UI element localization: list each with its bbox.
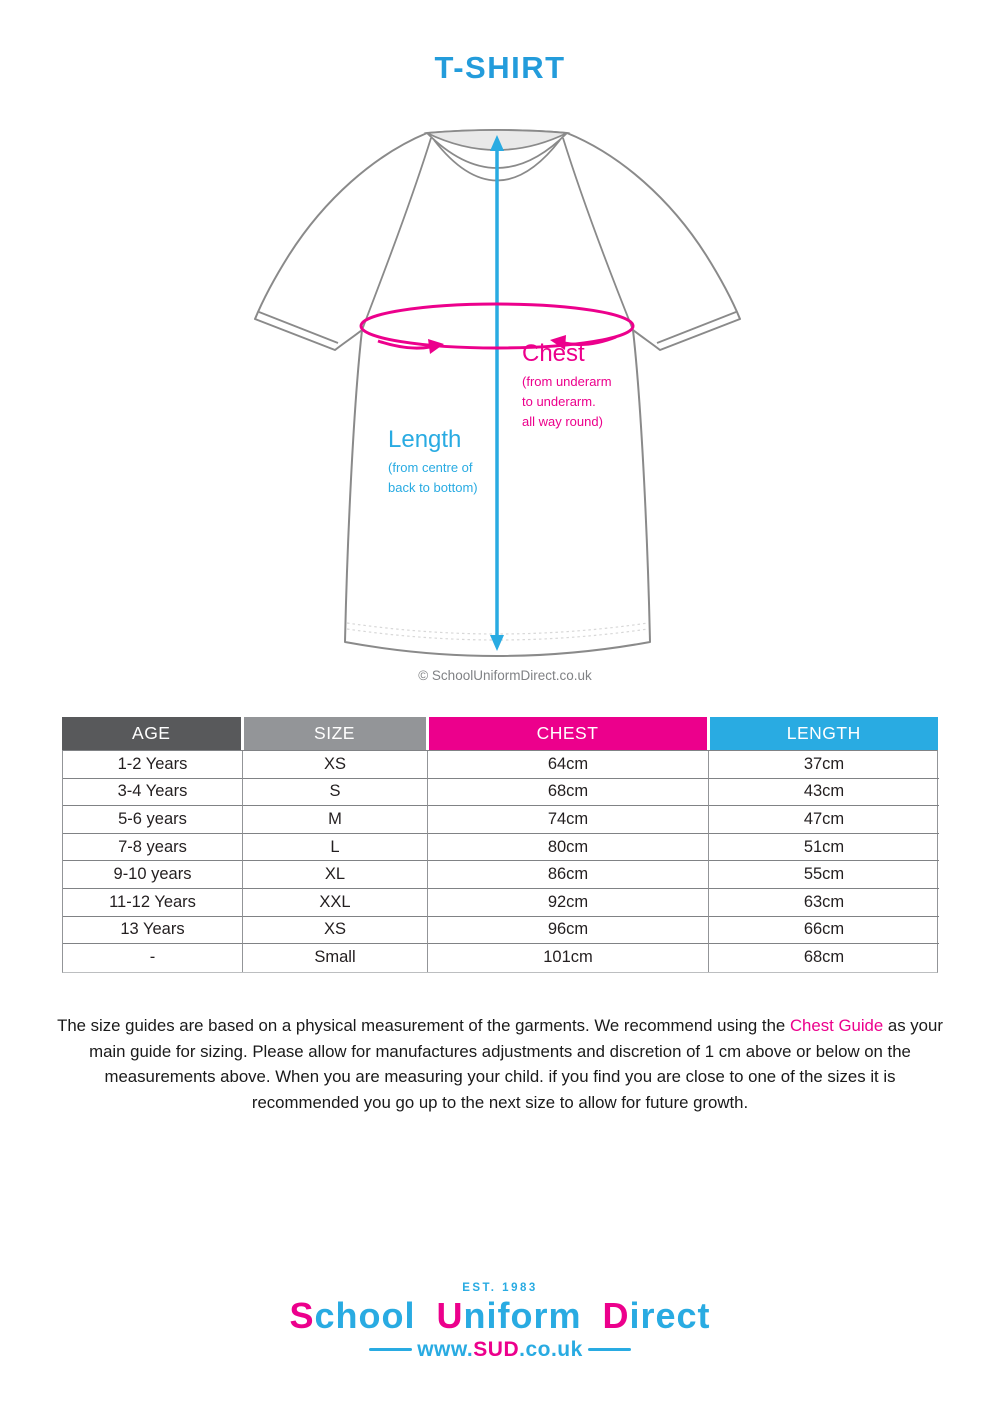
table-cell: 68cm	[428, 779, 709, 807]
brand-name	[0, 1296, 1000, 1336]
tshirt-diagram	[250, 110, 750, 670]
est-year-text: EST. 1983	[462, 1282, 538, 1294]
brand-name-segment	[581, 1295, 602, 1336]
table-cell: 3-4 Years	[63, 779, 243, 807]
brand-name-segment: irect	[629, 1295, 711, 1336]
table-cell: XL	[243, 861, 428, 889]
url-dash-left	[369, 1348, 412, 1351]
table-cell: 68cm	[803, 948, 845, 967]
brand-name-segment: D	[602, 1295, 630, 1336]
chest-sub-line: to underarm.	[522, 394, 596, 409]
table-cell: 5-6 years	[63, 806, 243, 834]
table-cell: 47cm	[709, 806, 939, 834]
brand-url-line	[0, 1338, 1000, 1362]
brand-url-segment: SUD	[473, 1337, 520, 1361]
chest-label-sub	[522, 372, 612, 432]
table-cell: 101cm	[428, 944, 709, 972]
table-cell: 7-8 years	[63, 834, 243, 862]
table-cell: 43cm	[709, 779, 939, 807]
brand-name-segment	[415, 1295, 436, 1336]
note-text: The size guides are based on a physical measurement of the garments. We recommend using the	[57, 1016, 790, 1035]
note-highlight: Chest Guide	[789, 1016, 884, 1035]
length-sub-line: (from centre of	[388, 460, 473, 475]
copyright-text: © SchoolUniformDirect.co.uk	[418, 668, 592, 683]
table-cell: 1-2 Years	[63, 751, 243, 779]
tshirt-illustration	[250, 110, 750, 670]
chest-label-title: Chest	[522, 340, 585, 367]
length-sub-line: back to bottom)	[388, 480, 478, 495]
table-cell: 11-12 Years	[63, 889, 243, 917]
size-note	[55, 1013, 945, 1115]
table-cell: 55cm	[709, 861, 939, 889]
size-table-body	[62, 750, 938, 973]
column-header-chest	[427, 717, 708, 750]
note-text: as your main guide for sizing. Please allow for manufactures adjustments and discretion of 1 cm above or below on the measurements above. When you are measuring your child. if you find you are close to one of the sizes it is recommended you go up to the next size to allow for future growth.	[89, 1016, 943, 1112]
table-cell: 86cm	[428, 861, 709, 889]
url-dash-right	[588, 1348, 631, 1351]
table-cell: 63cm	[709, 889, 939, 917]
table-cell: XS	[243, 751, 428, 779]
brand-name-segment: S	[289, 1295, 315, 1336]
table-cell: 51cm	[709, 834, 939, 862]
table-cell: Small	[243, 944, 428, 972]
column-header-size	[242, 717, 427, 750]
table-cell: -	[63, 944, 243, 972]
size-table	[62, 717, 938, 973]
table-cell: 37cm	[709, 751, 939, 779]
table-cell: 64cm	[428, 751, 709, 779]
chest-measure-label	[522, 342, 612, 432]
length-label-sub	[388, 458, 478, 498]
table-cell: 74cm	[428, 806, 709, 834]
brand-url	[417, 1338, 583, 1362]
table-cell: 92cm	[428, 889, 709, 917]
table-cell: XXL	[243, 889, 428, 917]
size-table-header	[62, 717, 938, 750]
table-cell: M	[243, 806, 428, 834]
page-title: T-SHIRT	[434, 50, 566, 85]
table-cell: 66cm	[709, 917, 939, 945]
column-header-label: CHEST	[429, 717, 707, 750]
table-cell: 80cm	[428, 834, 709, 862]
column-header-label: AGE	[62, 717, 241, 750]
column-header-label: LENGTH	[710, 717, 939, 750]
length-measure-label	[388, 428, 478, 498]
brand-name-segment: chool	[314, 1295, 416, 1336]
brand-name-segment: niform	[463, 1295, 582, 1336]
table-cell: S	[243, 779, 428, 807]
table-cell: 9-10 years	[63, 861, 243, 889]
column-header-length	[708, 717, 938, 750]
table-cell: 13 Years	[63, 917, 243, 945]
brand-logo	[0, 1282, 1000, 1362]
column-header-label: SIZE	[244, 717, 426, 750]
table-cell: L	[243, 834, 428, 862]
chest-sub-line: (from underarm	[522, 374, 612, 389]
brand-url-segment: www.	[417, 1337, 474, 1361]
length-label-title: Length	[388, 426, 462, 453]
chest-sub-line: all way round)	[522, 414, 603, 429]
table-cell: XS	[243, 917, 428, 945]
table-cell: 96cm	[428, 917, 709, 945]
brand-url-segment: .co.uk	[519, 1337, 583, 1361]
column-header-age	[62, 717, 242, 750]
brand-name-segment: U	[436, 1295, 464, 1336]
